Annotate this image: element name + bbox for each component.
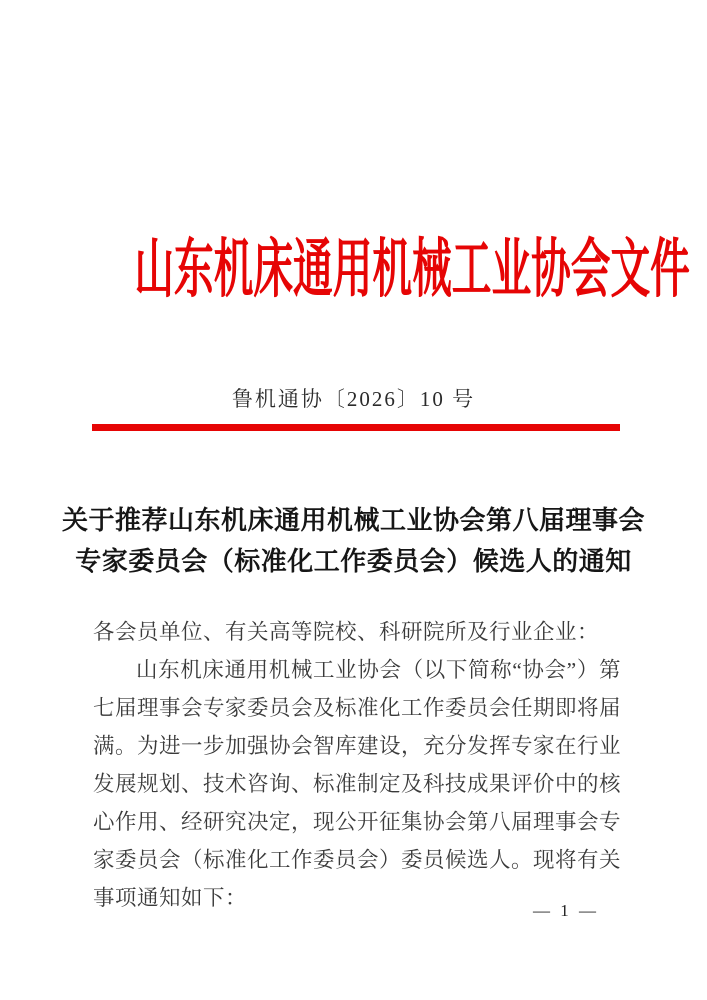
red-letterhead-title: 山东机床通用机械工业协会文件 bbox=[134, 234, 690, 305]
notice-title-line1: 关于推荐山东机床通用机械工业协会第八届理事会 bbox=[61, 506, 645, 535]
document-number: 鲁机通协〔2026〕10 号 bbox=[231, 387, 476, 411]
notice-title bbox=[44, 500, 663, 582]
red-divider-line bbox=[92, 424, 620, 431]
salutation-line: 各会员单位、有关高等院校、科研院所及行业企业： bbox=[93, 620, 600, 644]
body-paragraph: 山东机床通用机械工业协会（以下简称“协会”）第七届理事会专家委员会及标准化工作委员会任期即将届满。为进一步加强协会智库建设，充分发挥专家在行业发展规划、技术咨询、标准制定及科技成果评价中的核心作用、经研究决定，现公开征集协会第八届理事会专家委员会（标准化工作委员会）委员候选人。现将有关事项通知如下： bbox=[93, 658, 622, 910]
notice-title-line2: 专家委员会（标准化工作委员会）候选人的通知 bbox=[75, 547, 632, 576]
page-number: — 1 — bbox=[533, 901, 599, 920]
notice-body bbox=[93, 613, 621, 917]
